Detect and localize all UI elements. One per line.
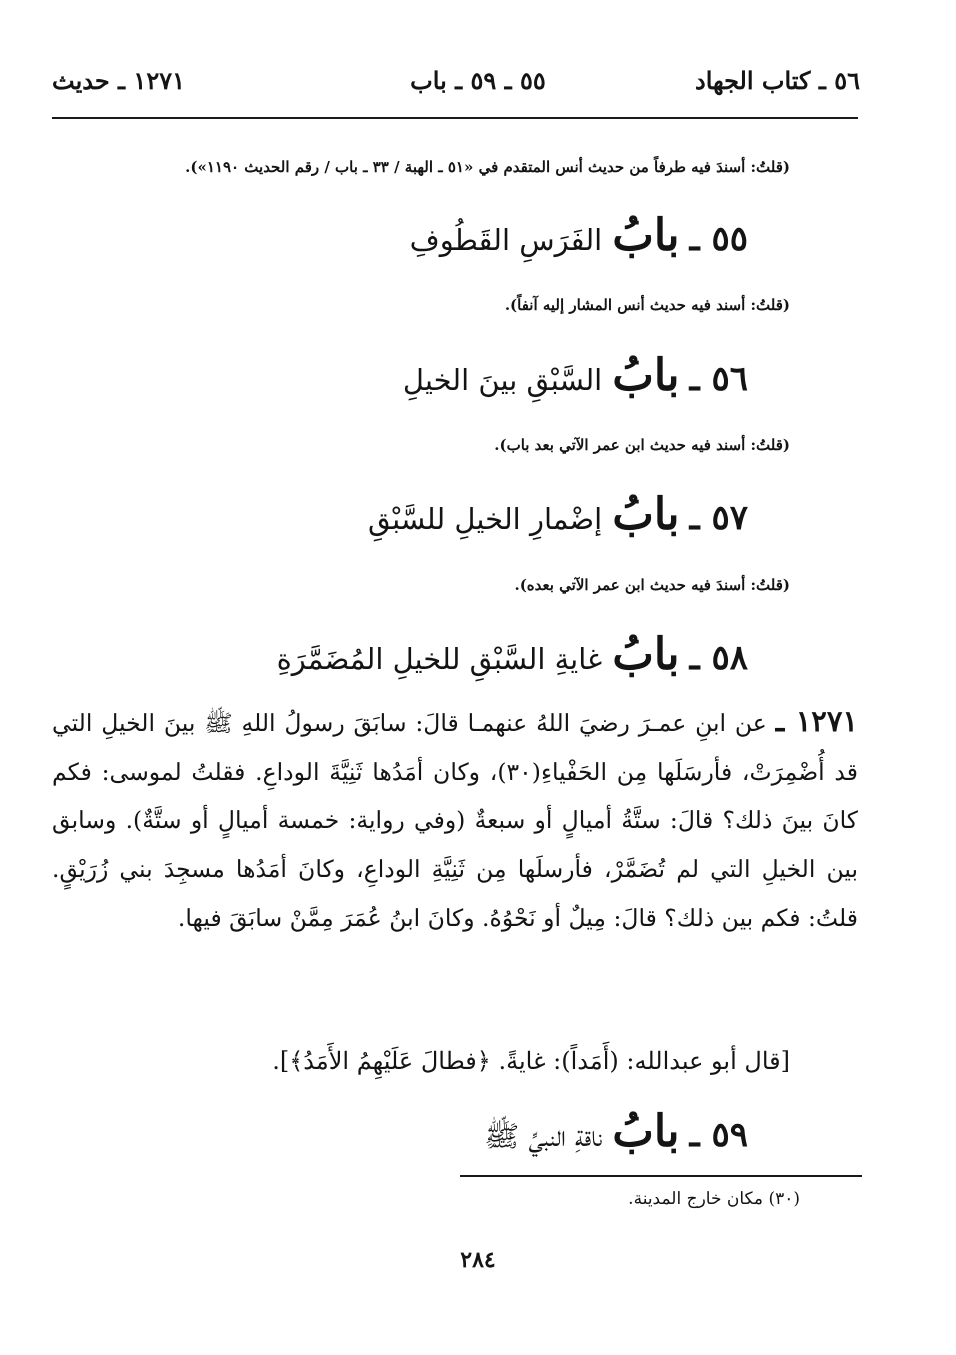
note-top: (قلتُ: أسندَ فيه طرفاً من حديث أنس المتقدم في «٥١ ـ الهبة / ٣٣ ـ باب / رقم الحديث ١١٩٠»). [185,158,790,176]
section-title: السَّبْقِ بينَ الخيلِ [402,363,603,397]
hadith-text: عن ابنِ عمـرَ رضيَ اللهُ عنهمـا قالَ: سابَقَ رسولُ اللهِ ﷺ بينَ الخيلِ التي قد أُضْمِرَتْ، فأرسَلَها مِن الحَفْياءِ(٣٠)، وكان أمَدُها ثَنِيَّةَ الوداعِ. فقلتُ لموسى: فكم كانَ بينَ ذلك؟ قالَ: ستَّةُ أميالٍ أو سبعةٌ (وفي رواية: خمسة أميالٍ أو ستَّةٌ). وسابق بين الخيلِ التي لم تُضَمَّرْ، فأرسلَها مِن ثَنِيَّةِ الوداعِ، وكانَ أمَدُها مسجِدَ بني زُرَيْقٍ. قلتُ: فكم بين ذلك؟ قالَ: مِيلٌ أو نَحْوُهُ. وكانَ ابنُ عُمَرَ مِمَّنْ سابَقَ فيها. [52,709,858,932]
section-bab: بابُ [612,350,680,401]
footnote-divider [460,1175,862,1177]
section-bab: بابُ [612,210,680,261]
hadith-1271 [52,697,858,943]
page-number: ٢٨٤ [460,1247,496,1273]
footnote-30: (٣٠) مكان خارج المدينة. [628,1189,800,1209]
section-title: الفَرَسِ القَطُوفِ [409,223,603,257]
section-heading-58 [277,631,748,683]
section-bab: بابُ [612,489,680,540]
note-section-55: (قلتُ: أسند فيه حديث أنس المشار إليه آنفاً). [504,296,790,314]
note-section-56: (قلتُ: أسند فيه حديث ابن عمر الآتي بعد باب). [494,436,790,454]
section-title: ناقةِ النبيِّ ﷺ [484,1119,603,1153]
section-bab: بابُ [612,1106,680,1157]
section-heading-57 [368,491,748,543]
section-heading-56 [403,352,748,404]
section-number: ٥٦ ـ [689,359,748,399]
section-title: غايةِ السَّبْقِ للخيلِ المُضَمَّرَةِ [276,642,603,676]
section-number: ٥٩ ـ [689,1115,748,1155]
section-bab: بابُ [612,629,680,680]
section-heading-59 [484,1108,748,1160]
header-divider [52,117,858,119]
section-title: إضْمارِ الخيلِ للسَّبْقِ [367,502,603,536]
section-heading-55 [410,212,748,264]
running-header-chapters: ٥٥ ـ ٥٩ ـ باب [410,66,546,95]
hadith-number: ١٢٧١ ـ [775,704,858,738]
bukhari-remark: [قال أبو عبدالله: (أَمَداً): غايةً. ﴿فطالَ عَلَيْهِمُ الأَمَدُ﴾]. [272,1047,790,1075]
running-header-hadith: ١٢٧١ ـ حديث [52,66,185,95]
running-header-book: ٥٦ ـ كتاب الجهاد [695,66,860,95]
note-section-57: (قلتُ: أسندَ فيه حديث ابن عمر الآتي بعده). [514,576,790,594]
section-number: ٥٨ ـ [689,638,748,678]
section-number: ٥٥ ـ [689,219,748,259]
section-number: ٥٧ ـ [689,498,748,538]
